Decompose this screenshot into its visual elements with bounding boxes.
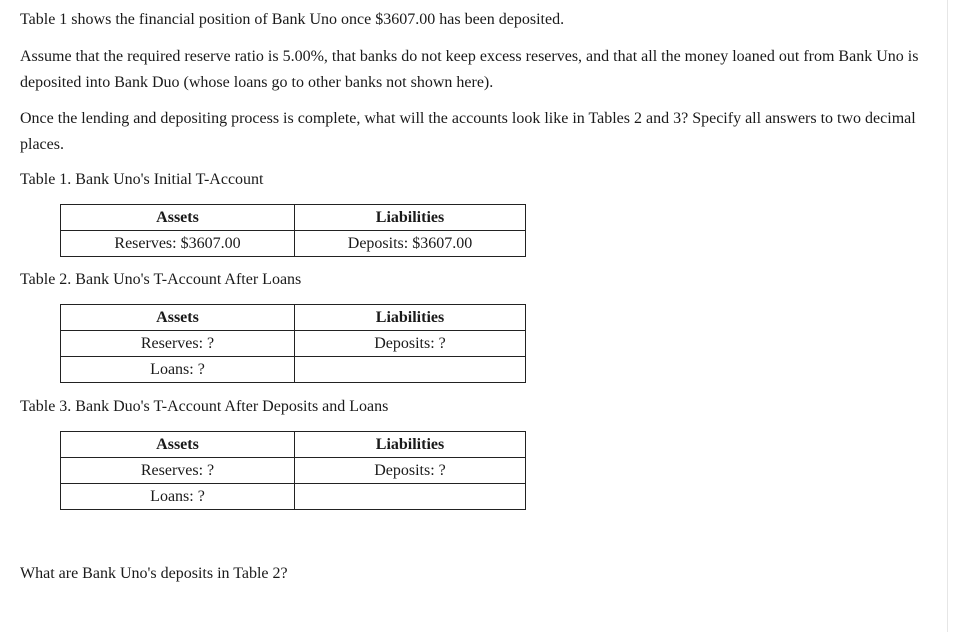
- table1: [60, 204, 526, 257]
- table1-caption: Table 1. Bank Uno's Initial T-Account: [20, 171, 264, 188]
- assets-header: Assets: [61, 305, 295, 331]
- table-header-row: [61, 432, 526, 458]
- liabilities-cell: Deposits: ?: [295, 331, 526, 357]
- liabilities-header: Liabilities: [295, 305, 526, 331]
- table-row: [61, 357, 526, 383]
- liabilities-cell: Deposits: ?: [295, 458, 526, 484]
- table2: [60, 304, 526, 383]
- table2-caption: Table 2. Bank Uno's T-Account After Loans: [20, 271, 302, 288]
- table-header-row: [61, 205, 526, 231]
- table-row: [61, 231, 526, 257]
- liabilities-header: Liabilities: [295, 205, 526, 231]
- liabilities-cell: [295, 357, 526, 383]
- table-row: [61, 484, 526, 510]
- intro-paragraph-2: Assume that the required reserve ratio is 5.00%, that banks do not keep excess reserves, and that all the money loaned out from Bank Uno is deposited into Bank Duo (whose loans go to other banks not shown here).: [20, 48, 919, 91]
- table-header-row: [61, 305, 526, 331]
- liabilities-cell: [295, 484, 526, 510]
- assets-cell: Loans: ?: [61, 484, 295, 510]
- intro-paragraph-3: Once the lending and depositing process is complete, what will the accounts look like in Tables 2 and 3? Specify all answers to two decimal places.: [20, 110, 916, 153]
- intro-paragraph-1: Table 1 shows the financial position of Bank Uno once $3607.00 has been deposited.: [20, 11, 565, 28]
- liabilities-cell: Deposits: $3607.00: [295, 231, 526, 257]
- table-row: [61, 331, 526, 357]
- liabilities-header: Liabilities: [295, 432, 526, 458]
- table3-caption: Table 3. Bank Duo's T-Account After Deposits and Loans: [20, 398, 389, 415]
- assets-cell: Reserves: ?: [61, 458, 295, 484]
- assets-header: Assets: [61, 205, 295, 231]
- assets-cell: Loans: ?: [61, 357, 295, 383]
- table-row: [61, 458, 526, 484]
- assets-header: Assets: [61, 432, 295, 458]
- question-prompt: What are Bank Uno's deposits in Table 2?: [20, 565, 288, 582]
- assets-cell: Reserves: $3607.00: [61, 231, 295, 257]
- table3: [60, 431, 526, 510]
- assets-cell: Reserves: ?: [61, 331, 295, 357]
